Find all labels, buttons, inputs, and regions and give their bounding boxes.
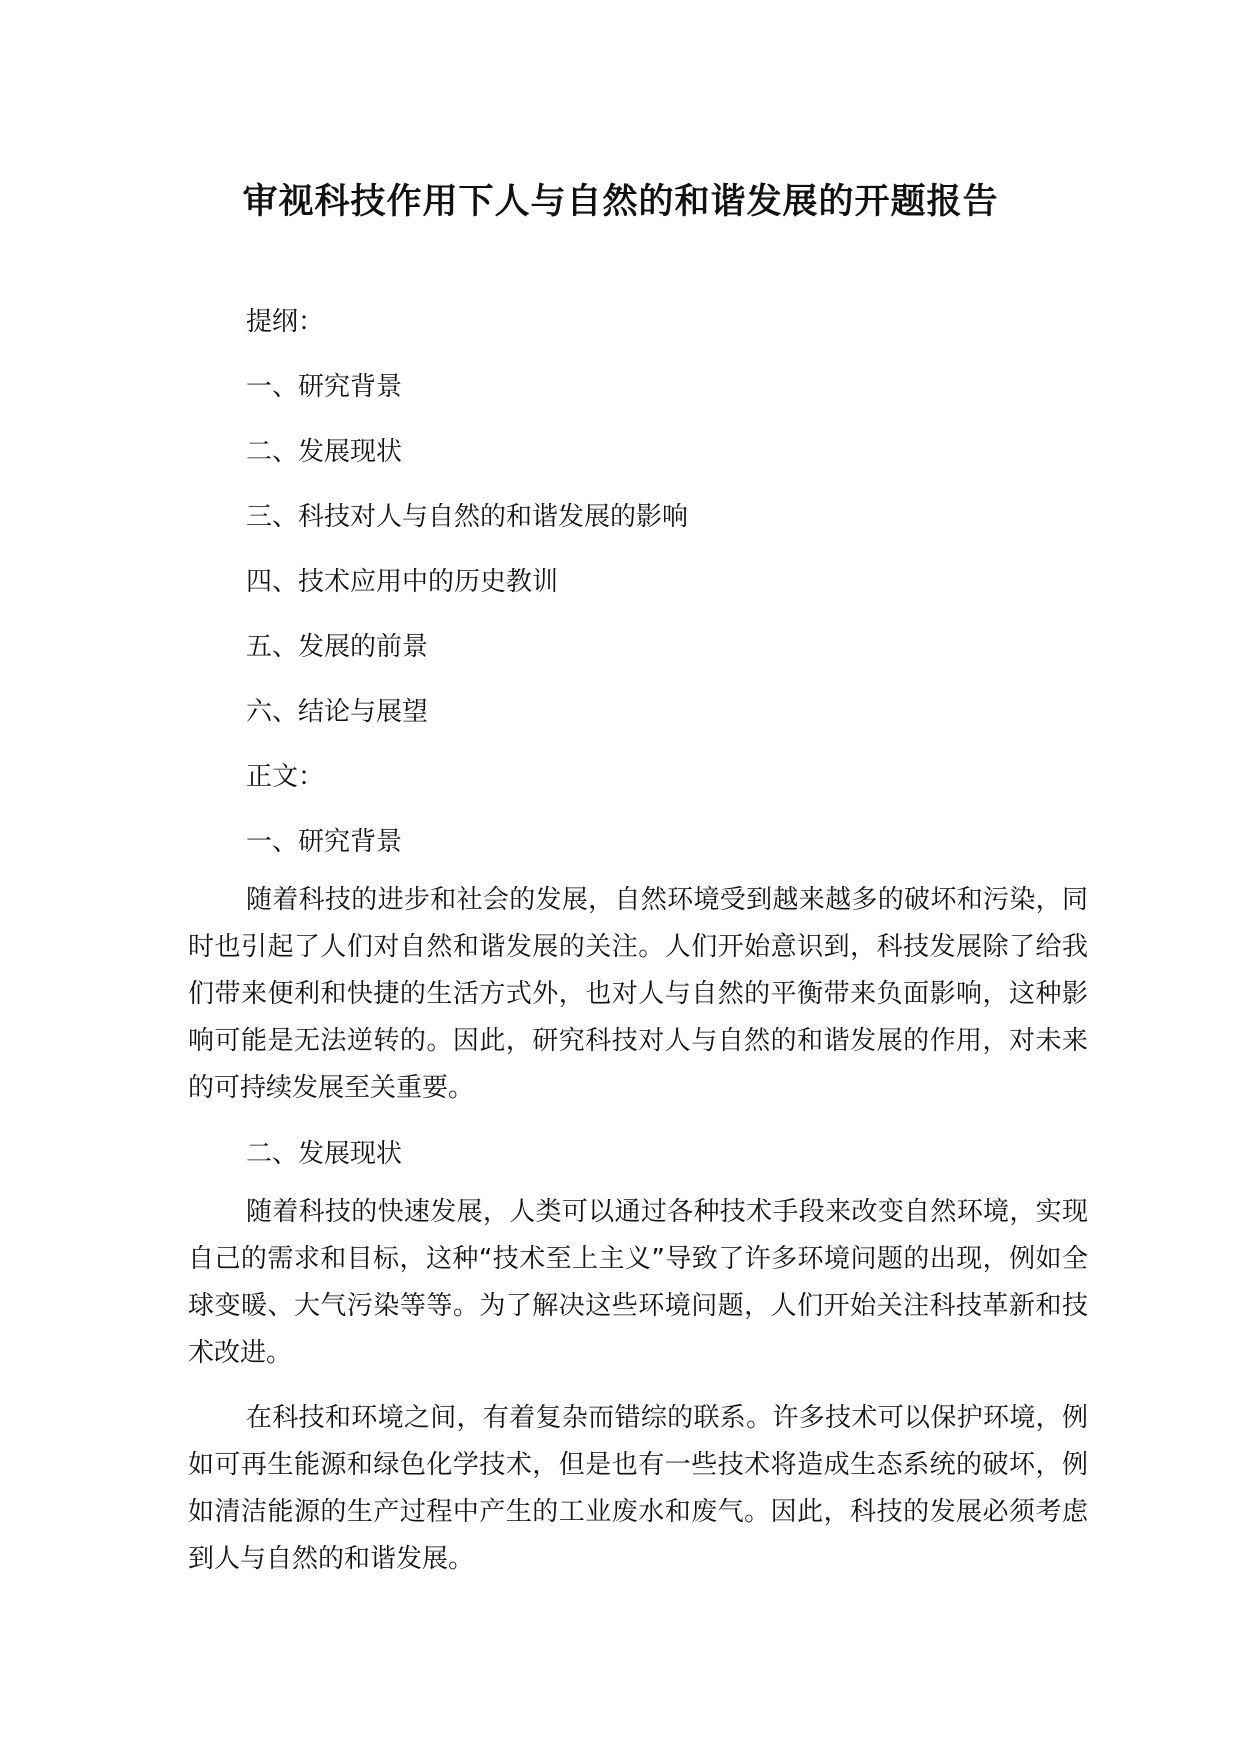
document-content: [188, 290, 1088, 1583]
document-title: 审视科技作用下人与自然的和谐发展的开题报告: [242, 182, 999, 222]
outline-item: 一、研究背景: [246, 372, 403, 402]
section-heading: 二、发展现状: [246, 1139, 403, 1169]
outline-item: 四、技术应用中的历史教训: [246, 567, 559, 597]
outline-label: 提纲：: [246, 307, 325, 337]
outline-item: 三、科技对人与自然的和谐发展的影响: [246, 502, 689, 532]
section-paragraph: 在科技和环境之间，有着复杂而错综的联系。许多技术可以保护环境，例如可再生能源和绿色化学技术，但是也有一些技术将造成生态系统的破坏，例如清洁能源的生产过程中产生的工业废水和废气。因此，科技的发展必须考虑到人与自然的和谐发展。: [188, 1403, 1088, 1574]
outline-item: 二、发展现状: [246, 437, 403, 467]
section-paragraph: 随着科技的进步和社会的发展，自然环境受到越来越多的破坏和污染，同时也引起了人们对自然和谐发展的关注。人们开始意识到，科技发展除了给我们带来便利和快捷的生活方式外，也对人与自然的平衡带来负面影响，这种影响可能是无法逆转的。因此，研究科技对人与自然的和谐发展的作用，对未来的可持续发展至关重要。: [188, 885, 1088, 1103]
section-heading: 一、研究背景: [246, 827, 403, 857]
outline-item: 六、结论与展望: [246, 697, 429, 727]
outline-item: 五、发展的前景: [246, 632, 429, 662]
section-paragraph: 随着科技的快速发展，人类可以通过各种技术手段来改变自然环境，实现自己的需求和目标，这种“技术至上主义”导致了许多环境问题的出现，例如全球变暖、大气污染等等。为了解决这些环境问题，人们开始关注科技革新和技术改进。: [188, 1197, 1088, 1368]
body-label: 正文：: [246, 762, 325, 792]
